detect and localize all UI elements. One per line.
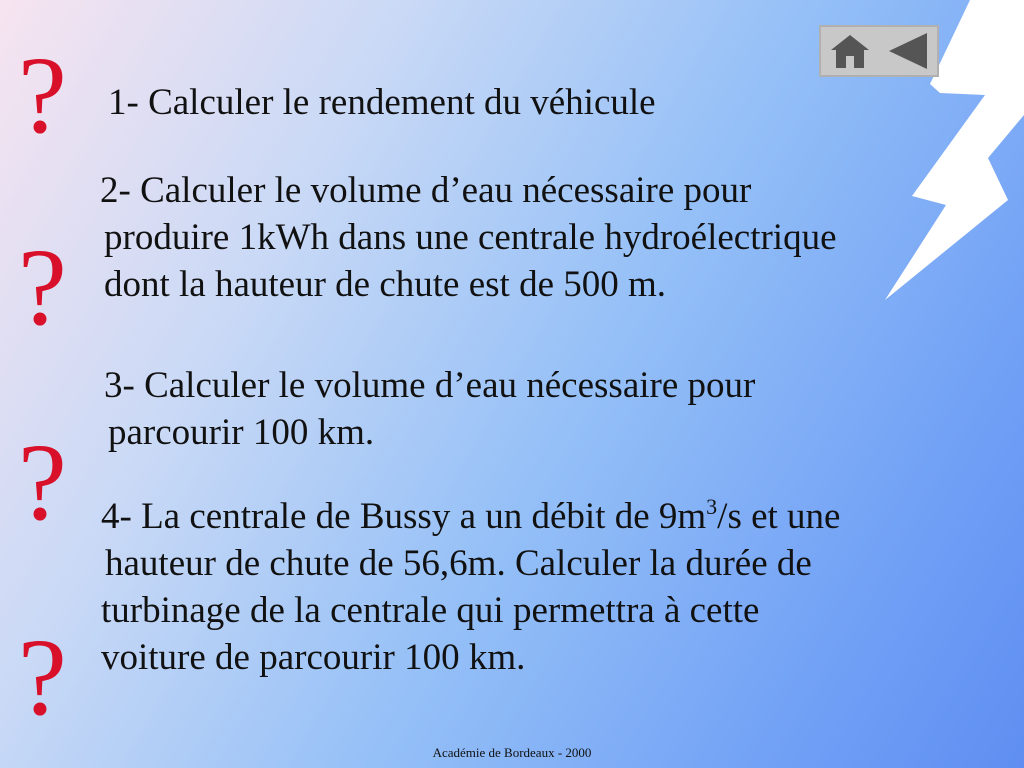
superscript-exponent: 3 [706,494,718,519]
question-1 [108,79,656,126]
question-4-line-1 [101,493,840,540]
question-4 [101,493,840,681]
question-4-line-3: turbinage de la centrale qui permettra à cette [101,590,760,631]
question-3-line-1: 3- Calculer le volume d’eau nécessaire pour [104,365,756,406]
back-arrow-icon [883,29,933,73]
question-4-line-2: hauteur de chute de 56,6m. Calculer la durée de [105,543,812,584]
question-mark-3: ? [18,421,67,543]
question-2-line-1: 2- Calculer le volume d’eau nécessaire pour [100,170,752,211]
question-mark-1: ? [18,34,67,156]
question-4-text-before: 4- La centrale de Bussy a un débit de 9m [101,496,707,537]
home-icon [825,29,875,73]
question-3 [104,362,755,456]
question-4-line-4: voiture de parcourir 100 km. [101,637,526,678]
question-2 [100,167,837,308]
home-button[interactable] [825,29,875,73]
question-mark-4: ? [18,616,67,738]
back-button[interactable] [883,29,933,73]
question-4-text-after: /s et une [717,496,841,537]
question-mark-2: ? [18,226,67,348]
navigation-bar [819,25,939,77]
question-2-line-3: dont la hauteur de chute est de 500 m. [104,264,667,305]
question-3-line-2: parcourir 100 km. [108,412,375,453]
question-1-line-1: 1- Calculer le rendement du véhicule [108,82,656,123]
footer-credit: Académie de Bordeaux - 2000 [432,745,592,760]
question-2-line-2: produire 1kWh dans une centrale hydroélectrique [104,217,837,258]
